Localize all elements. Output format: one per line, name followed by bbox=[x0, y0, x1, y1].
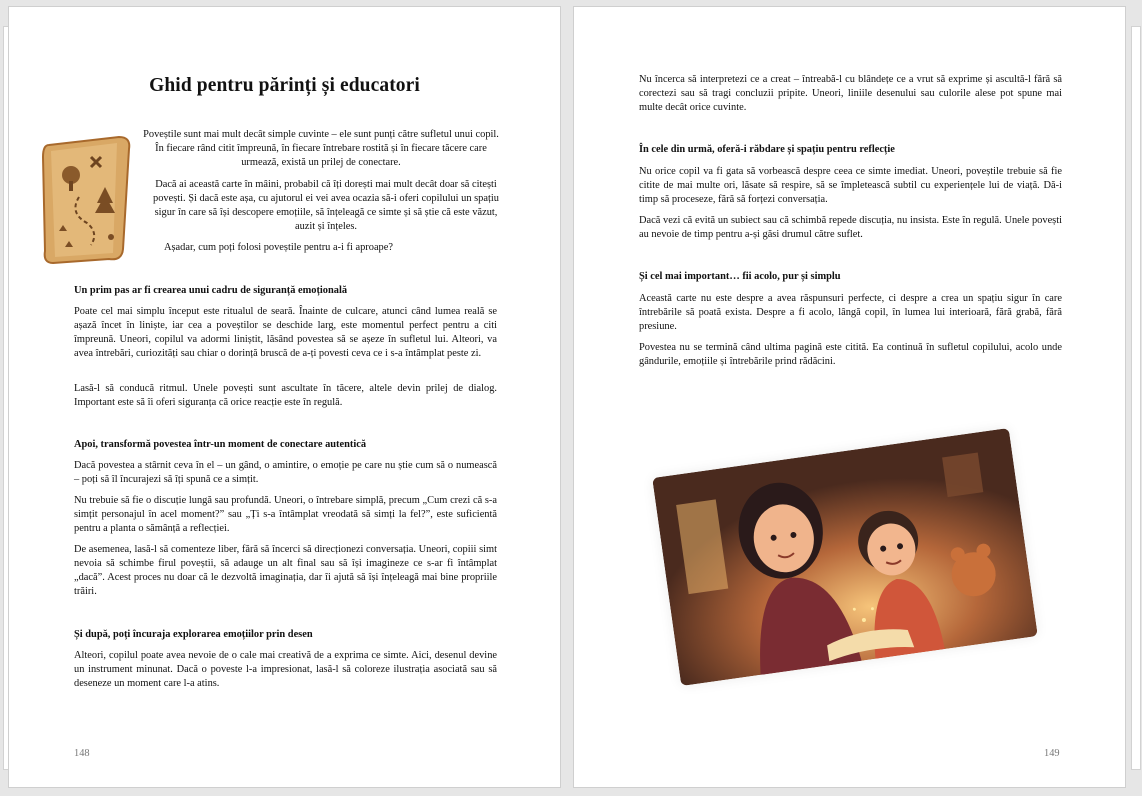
left-page bbox=[8, 6, 561, 788]
page-edge bbox=[1131, 26, 1141, 770]
section-paragraph: Poate cel mai simplu început este ritualul de seară. Înainte de culcare, atunci când lumea reală se așază încet în liniște, iar cea a poveștilor se deschide larg, este momentul perfect pentru a citi împreună. Uneori, copilul va adormi liniștit, lăsând povestea să se așeze în sufletul lui. Alteori, va avea întrebări, curiozități sau chiar o dorință bruscă de a-ți povesti ceva ce i s-a întâmplat peste zi. bbox=[74, 306, 497, 359]
section-heading: Apoi, transformă povestea într-un moment de conectare autentică bbox=[74, 439, 367, 450]
section-paragraph: Povestea nu se termină când ultima pagină este citită. Ea continuă în sufletul copilului, acolo unde gândurile, emoțiile și întrebările prind rădăcini. bbox=[639, 342, 1062, 367]
section-heading: În cele din urmă, oferă-i răbdare și spațiu pentru reflecție bbox=[639, 144, 895, 155]
page-number: 149 bbox=[1044, 748, 1060, 759]
intro-question: Așadar, cum poți folosi poveștile pentru a-i fi aproape? bbox=[164, 242, 393, 253]
section-paragraph: Această carte nu este despre a avea răspunsuri perfecte, ci despre a crea un spațiu sigur în care întrebările să poată exista. Despre a fi acolo, lângă copil, în lumea lui interioară, fără grabă, fără presiune. bbox=[639, 293, 1062, 332]
treasure-map-illustration bbox=[39, 133, 135, 267]
section-paragraph: Dacă vezi că evită un subiect sau că schimbă repede discuția, nu insista. Este în regulă. Unele povești au nevoie de timp pentru a-și găsi drumul către suflet. bbox=[639, 215, 1062, 240]
right-page bbox=[573, 6, 1126, 788]
section-heading: Și după, poți încuraja explorarea emoțiilor prin desen bbox=[74, 629, 313, 640]
section-heading: Și cel mai important… fii acolo, pur și simplu bbox=[639, 271, 841, 282]
section-paragraph: Lasă-l să conducă ritmul. Unele povești sunt ascultate în tăcere, altele devin prilej de dialog. Important este să îi oferi siguranța că orice reacție este în regulă. bbox=[74, 383, 497, 408]
intro-paragraph-2: Dacă ai această carte în mâini, probabil că îți dorești mai mult decât doar să citești povești. Și dacă este așa, cu ajutorul ei vei avea ocazia să-i oferi copilului un spațiu sigur în care să își descopere emoțiile, să înțeleagă ce simte și să știe că este văzut, auzit și înțeles. bbox=[153, 179, 499, 232]
section-paragraph: De asemenea, lasă-l să comenteze liber, fără să încerci să direcționezi conversația. Uneori, copiii simt nevoia să schimbe firul poveștii, să adauge un alt final sau să își imagineze ce s-ar fi întâmplat „dacă”. Acest proces nu doar că le dezvoltă imaginația, dar îi ajută să își înțeleagă mai bine propriile trăiri. bbox=[74, 544, 497, 597]
intro-paragraph-1: Poveștile sunt mai mult decât simple cuvinte – ele sunt punți către sufletul unui copil. În fiecare rând citit împreună, în fiecare întrebare rostită și în fiecare tăcere care urmează, există un prilej de conectare. bbox=[143, 129, 499, 168]
opening-paragraph: Nu încerca să interpretezi ce a creat – întreabă-l cu blândețe ce a vrut să exprime și ascultă-l fără să corectezi sau să tragi concluzii pripite. Uneori, liniile desenului sau culorile alese pot spune mai multe decât orice cuvinte. bbox=[639, 74, 1062, 113]
section-paragraph: Nu orice copil va fi gata să vorbească despre ceea ce simte imediat. Uneori, poveștile trebuie să fie citite de mai multe ori, lăsate să respire, să se împletească subtil cu experiențele lui de viață. Dă-i timp să proceseze, fără să forțezi conversația. bbox=[639, 166, 1062, 205]
section-paragraph: Alteori, copilul poate avea nevoie de o cale mai creativă de a exprima ce simte. Aici, desenul devine un instrument minunat. Dacă o poveste l-a impresionat, lasă-l să coloreze ilustrația asociată sau să deseneze un moment care l-a atins. bbox=[74, 650, 497, 689]
page-title: Ghid pentru părinți și educatori bbox=[149, 75, 420, 96]
section-paragraph: Nu trebuie să fie o discuție lungă sau profundă. Uneori, o întrebare simplă, precum „Cum crezi că s-a simțit personajul în acel moment?” sau „Ți s-a întâmplat vreodată să simți la fel?”, este suficientă pentru a planta o sămânță a reflecției. bbox=[74, 495, 497, 534]
section-heading: Un prim pas ar fi crearea unui cadru de siguranță emoțională bbox=[74, 285, 348, 296]
page-number: 148 bbox=[74, 748, 90, 759]
section-paragraph: Dacă povestea a stârnit ceva în el – un gând, o amintire, o emoție pe care nu știe cum să o numească – poți să îl încurajezi să îți spună ce a simțit. bbox=[74, 460, 497, 485]
